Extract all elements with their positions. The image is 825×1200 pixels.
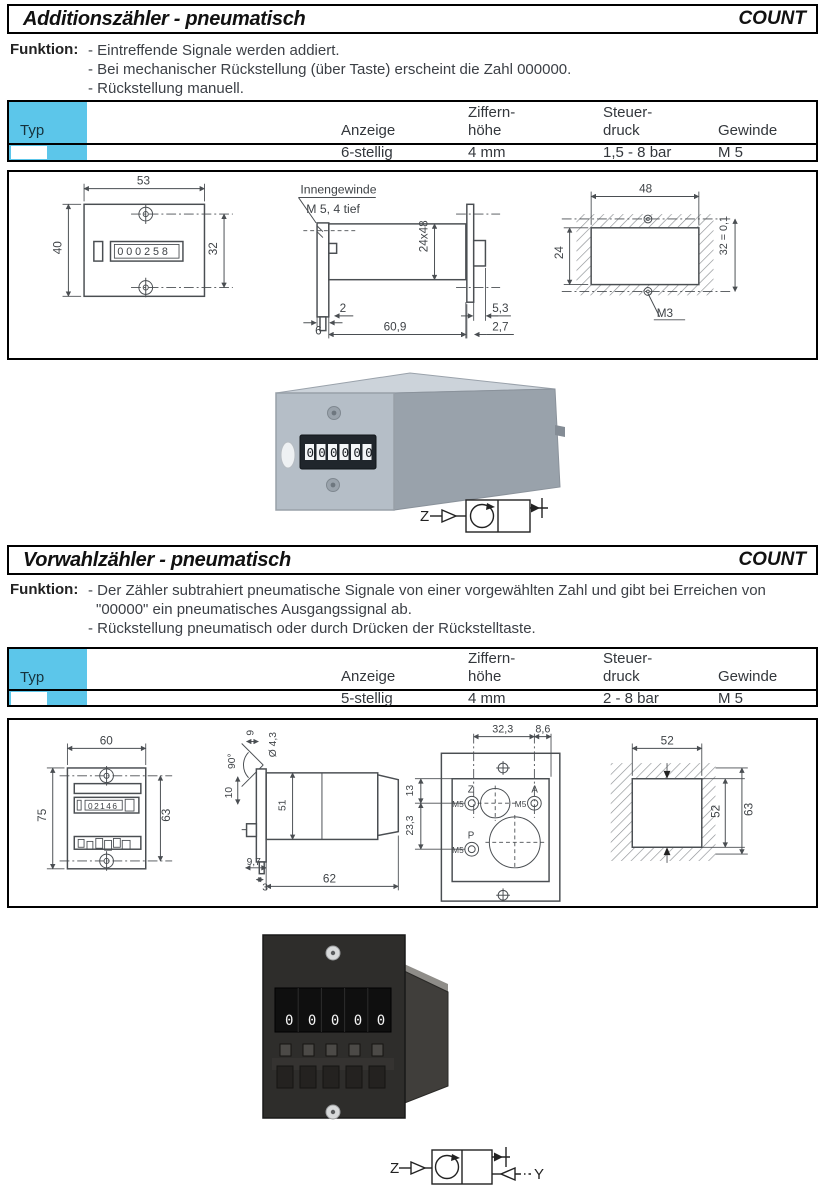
dim-40: 40 — [51, 241, 65, 255]
value-steuerdruck: 1,5 - 8 bar — [603, 144, 672, 161]
funktion-line: - Der Zähler subtrahiert pneumatische Signale von einer vorgewählten Zahl und gibt bei Erreichen von — [88, 582, 766, 599]
spec-table-1 — [7, 100, 818, 162]
dim-2: 2 — [339, 301, 347, 315]
dim-3: 3 — [262, 882, 268, 894]
dim-60-9: 60,9 — [383, 320, 407, 334]
product-photo-vorwahlzaehler — [230, 920, 560, 1140]
display-digits: 000000 — [306, 445, 377, 460]
value-ziffernhoehe: 4 mm — [468, 690, 506, 707]
cutout-view — [611, 734, 756, 862]
col-anzeige: Anzeige — [341, 668, 396, 685]
label-m3: M3 — [656, 306, 674, 320]
port-z-label: Z — [390, 1160, 400, 1177]
front-view — [52, 175, 233, 298]
dim-62: 62 — [322, 872, 336, 886]
typ-label: Typ — [20, 669, 45, 686]
section1-header — [7, 4, 818, 34]
funktion-line: - Bei mechanischer Rückstellung (über Taste) erscheint die Zahl 000000. — [88, 61, 572, 78]
signal-triangle-icon — [411, 1162, 425, 1174]
typ-label: Typ — [20, 122, 45, 139]
section1-funktion — [10, 41, 810, 98]
dim-60: 60 — [99, 734, 113, 748]
col-ziffernhoehe: Ziffern- — [468, 104, 516, 121]
dim-48: 48 — [639, 182, 653, 196]
section2-header — [7, 545, 818, 575]
dim-23-3: 23,3 — [404, 815, 416, 836]
col-gewinde: Gewinde — [718, 122, 778, 139]
dim-32-3: 32,3 — [492, 723, 514, 736]
pneumatic-symbol-vorwahlzaehler — [385, 1140, 555, 1195]
dim-9: 9 — [245, 729, 257, 736]
dim-9-7: 9,7 — [246, 856, 261, 868]
dim-32: 32 — [207, 242, 221, 256]
section2-funktion — [10, 581, 810, 638]
dim-2-7: 2,7 — [492, 320, 509, 334]
col-ziffernhoehe: höhe — [468, 122, 502, 139]
rear-view — [405, 724, 560, 901]
pneumatic-symbol-additionszaehler — [415, 490, 565, 540]
dim-52-top: 52 — [660, 734, 674, 748]
signal-triangle-icon — [442, 510, 456, 522]
port-p-thread: M5 — [452, 845, 464, 856]
col-ziffernhoehe: Ziffern- — [468, 650, 516, 667]
funktion-line: - Eintreffende Signale werden addiert. — [88, 42, 340, 59]
port-a-thread: M5 — [514, 799, 527, 810]
funktion-line: "00000" ein pneumatisches Ausgangssignal ab. — [96, 601, 412, 618]
port-z-thread: M5 — [452, 799, 464, 810]
dim-52-right: 52 — [709, 804, 723, 818]
table-divider — [9, 689, 816, 691]
dim-53: 53 — [136, 174, 150, 188]
front-display-value: 000258 — [117, 246, 171, 259]
front-display-value: 02146 — [87, 801, 119, 812]
brand-logo: COUNT — [738, 8, 806, 29]
side-view — [224, 730, 398, 894]
value-ziffernhoehe: 4 mm — [468, 144, 506, 161]
thread-note: Innengewinde — [300, 182, 377, 197]
port-z-label: Z — [420, 508, 430, 525]
typ-value-box — [11, 146, 47, 159]
dim-90deg: 90° — [226, 753, 238, 769]
col-steuerdruck: Steuer- — [603, 104, 653, 121]
thread-note: M 5, 4 tief — [306, 202, 360, 217]
section1-title: Additionszähler - pneumatisch — [23, 7, 306, 30]
dim-5-3: 5,3 — [492, 301, 509, 315]
funktion-line: - Rückstellung pneumatisch oder durch Drücken der Rückstelltaste. — [88, 620, 536, 637]
dim-32-tol: 32 = 0,1 — [718, 216, 731, 256]
funktion-line: - Rückstellung manuell. — [88, 80, 244, 97]
section2-title: Vorwahlzähler - pneumatisch — [23, 548, 291, 571]
front-view — [36, 734, 173, 870]
brand-logo: COUNT — [738, 549, 806, 570]
dim-8-6: 8,6 — [535, 723, 551, 736]
col-gewinde: Gewinde — [718, 668, 778, 685]
port-a: A — [531, 784, 538, 796]
col-steuerdruck: druck — [603, 668, 640, 685]
dim-10: 10 — [223, 786, 235, 799]
col-anzeige: Anzeige — [341, 122, 396, 139]
table-divider — [9, 143, 816, 145]
technical-drawing-vorwahlzaehler — [7, 718, 818, 908]
value-gewinde: M 5 — [718, 144, 744, 161]
col-ziffernhoehe: höhe — [468, 668, 502, 685]
funktion-label: Funktion: — [10, 581, 79, 598]
output-triangle-icon — [501, 1168, 515, 1180]
dim-51: 51 — [277, 799, 289, 812]
reset-button — [281, 442, 295, 468]
dim-63-outer: 63 — [742, 802, 756, 816]
value-steuerdruck: 2 - 8 bar — [603, 690, 659, 707]
cutout-view — [553, 183, 735, 320]
dim-dia-4-3: Ø 4,3 — [267, 732, 279, 758]
display-digits: 00000 — [285, 1013, 400, 1029]
value-anzeige: 6-stellig — [341, 144, 393, 161]
dim-24x48: 24x48 — [417, 220, 431, 253]
side-view — [298, 183, 513, 339]
dim-13: 13 — [404, 784, 416, 797]
typ-value-box — [11, 692, 47, 705]
dim-6: 6 — [315, 324, 322, 338]
port-y-label: Y — [534, 1166, 545, 1183]
dim-75: 75 — [35, 808, 49, 822]
col-steuerdruck: druck — [603, 122, 640, 139]
port-z: Z — [467, 784, 474, 796]
col-steuerdruck: Steuer- — [603, 650, 653, 667]
technical-drawing-additionszaehler — [7, 170, 818, 360]
dim-24: 24 — [552, 246, 566, 260]
value-gewinde: M 5 — [718, 690, 744, 707]
dim-63: 63 — [160, 808, 174, 822]
value-anzeige: 5-stellig — [341, 690, 393, 707]
spec-table-2 — [7, 647, 818, 707]
funktion-label: Funktion: — [10, 41, 79, 58]
port-p: P — [467, 830, 475, 842]
